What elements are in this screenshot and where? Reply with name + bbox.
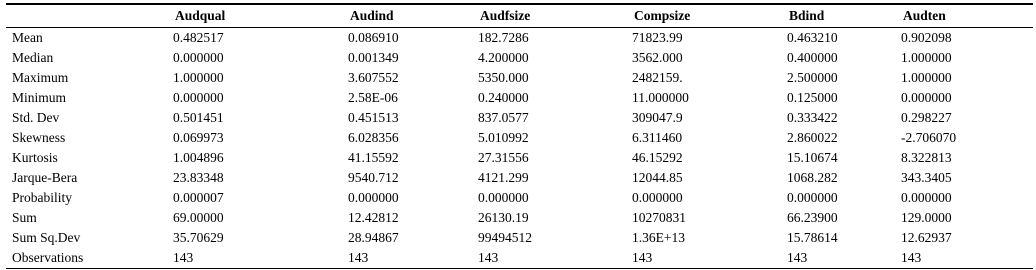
table-cell-audten: 0.902098 <box>901 30 952 45</box>
table-cell-compsize: 309047.9 <box>632 110 683 125</box>
table-cell-audqual: 0.000000 <box>173 50 224 65</box>
descriptive-statistics-table <box>6 3 1033 269</box>
table-cell-audfsize: 5.010992 <box>478 130 529 145</box>
table-cell-stat-label: Minimum <box>12 90 67 105</box>
table-cell-audfsize: 0.000000 <box>478 190 529 205</box>
table-row <box>6 168 1033 188</box>
table-cell-compsize: 46.15292 <box>632 150 683 165</box>
table-cell-audfsize: 0.240000 <box>478 90 529 105</box>
table-cell-audten: 1.000000 <box>901 50 952 65</box>
table-cell-compsize: 10270831 <box>632 210 686 225</box>
table-cell-audten: -2.706070 <box>901 130 957 145</box>
table-cell-audind: 0.451513 <box>348 110 399 125</box>
table-cell-audten: 0.000000 <box>901 190 952 205</box>
table-cell-audqual: 143 <box>165 248 340 269</box>
table-cell-audind: 3.607552 <box>348 70 399 85</box>
table-row <box>6 228 1033 248</box>
table-row <box>6 208 1033 228</box>
table-row <box>6 148 1033 168</box>
table-cell-audind: 2.58E-06 <box>348 90 398 105</box>
table-cell-stat-label: Mean <box>12 30 43 45</box>
table-cell-bdind: 66.23900 <box>787 210 838 225</box>
table-cell-bdind: 0.463210 <box>787 30 838 45</box>
table-cell-audind: 143 <box>340 248 470 269</box>
table-cell-stat-label: Skewness <box>12 130 66 145</box>
table-body <box>6 28 1033 269</box>
table-cell-audind: 12.42812 <box>348 210 399 225</box>
table-cell-stat-label: Std. Dev <box>12 110 60 125</box>
table-cell-audqual: 0.069973 <box>173 130 224 145</box>
table-cell-bdind: 0.400000 <box>787 50 838 65</box>
table-cell-stat-label: Sum Sq.Dev <box>12 230 81 245</box>
table-row <box>6 68 1033 88</box>
table-cell-audten: 12.62937 <box>901 230 952 245</box>
table-cell-compsize: 11.000000 <box>632 90 689 105</box>
table-row <box>6 88 1033 108</box>
table-cell-audqual: 69.00000 <box>173 210 224 225</box>
table-cell-bdind: 15.78614 <box>787 230 838 245</box>
table-cell-audfsize: 837.0577 <box>478 110 529 125</box>
table-cell-audfsize: 26130.19 <box>478 210 529 225</box>
table-cell-audind: 28.94867 <box>348 230 399 245</box>
table-cell-audfsize: 182.7286 <box>478 30 529 45</box>
table-row <box>6 48 1033 68</box>
table-cell-stat-label: Observations <box>6 248 165 269</box>
table-cell-audten: 1.000000 <box>901 70 952 85</box>
table-cell-audqual: 1.004896 <box>173 150 224 165</box>
header-row <box>6 4 1033 28</box>
table-cell-audind: 9540.712 <box>348 170 399 185</box>
table-cell-bdind: 0.125000 <box>787 90 838 105</box>
table-cell-compsize: 71823.99 <box>632 30 683 45</box>
descriptive-statistics-table-container <box>6 3 1033 269</box>
table-cell-compsize: 1.36E+13 <box>632 230 685 245</box>
table-cell-audten: 343.3405 <box>901 170 952 185</box>
table-cell-compsize: 3562.000 <box>632 50 683 65</box>
table-cell-audqual: 0.000007 <box>173 190 224 205</box>
table-cell-audind: 41.15592 <box>348 150 399 165</box>
table-cell-audfsize: 4.200000 <box>478 50 529 65</box>
table-cell-audfsize: 4121.299 <box>478 170 529 185</box>
header-cell-bdind: Bdind <box>779 4 893 28</box>
table-cell-audten: 143 <box>893 248 1033 269</box>
table-cell-bdind: 2.860022 <box>787 130 838 145</box>
table-cell-stat-label: Sum <box>12 210 37 225</box>
table-cell-bdind: 0.333422 <box>787 110 838 125</box>
table-cell-audfsize: 5350.000 <box>478 70 529 85</box>
table-cell-audqual: 35.70629 <box>173 230 224 245</box>
table-cell-audind: 0.001349 <box>348 50 399 65</box>
table-cell-audind: 0.086910 <box>348 30 399 45</box>
header-cell-audfsize: Audfsize <box>470 4 624 28</box>
table-row <box>6 128 1033 148</box>
table-cell-bdind: 1068.282 <box>787 170 838 185</box>
table-cell-bdind: 143 <box>779 248 893 269</box>
header-cell-audind: Audind <box>340 4 470 28</box>
table-cell-stat-label: Jarque-Bera <box>12 170 78 185</box>
table-row <box>6 28 1033 49</box>
table-cell-audten: 0.000000 <box>901 90 952 105</box>
table-cell-compsize: 12044.85 <box>632 170 683 185</box>
table-cell-audten: 8.322813 <box>901 150 952 165</box>
table-cell-bdind: 15.10674 <box>787 150 838 165</box>
header-cell-stat <box>6 4 165 28</box>
table-cell-stat-label: Probability <box>12 190 72 205</box>
table-cell-audqual: 0.501451 <box>173 110 224 125</box>
table-cell-audten: 129.0000 <box>901 210 952 225</box>
table-cell-stat-label: Kurtosis <box>12 150 58 165</box>
table-cell-audfsize: 27.31556 <box>478 150 529 165</box>
table-cell-audind: 6.028356 <box>348 130 399 145</box>
table-cell-stat-label: Maximum <box>12 70 69 85</box>
table-cell-compsize: 6.311460 <box>632 130 683 145</box>
table-cell-audfsize: 99494512 <box>478 230 532 245</box>
table-cell-stat-label: Median <box>12 50 54 65</box>
header-cell-audten: Audten <box>893 4 1033 28</box>
table-cell-compsize: 2482159. <box>632 70 683 85</box>
table-cell-bdind: 0.000000 <box>787 190 838 205</box>
table-cell-audqual: 0.000000 <box>173 90 224 105</box>
table-cell-audqual: 23.83348 <box>173 170 224 185</box>
table-cell-bdind: 2.500000 <box>787 70 838 85</box>
table-cell-audten: 0.298227 <box>901 110 952 125</box>
table-row <box>6 108 1033 128</box>
table-cell-compsize: 0.000000 <box>632 190 683 205</box>
table-row <box>6 248 1033 269</box>
table-row <box>6 188 1033 208</box>
table-cell-audqual: 1.000000 <box>173 70 224 85</box>
header-cell-audqual: Audqual <box>165 4 340 28</box>
table-cell-audfsize: 143 <box>470 248 624 269</box>
table-cell-audind: 0.000000 <box>348 190 399 205</box>
table-cell-compsize: 143 <box>624 248 779 269</box>
table-cell-audqual: 0.482517 <box>173 30 224 45</box>
header-cell-compsize: Compsize <box>624 4 779 28</box>
